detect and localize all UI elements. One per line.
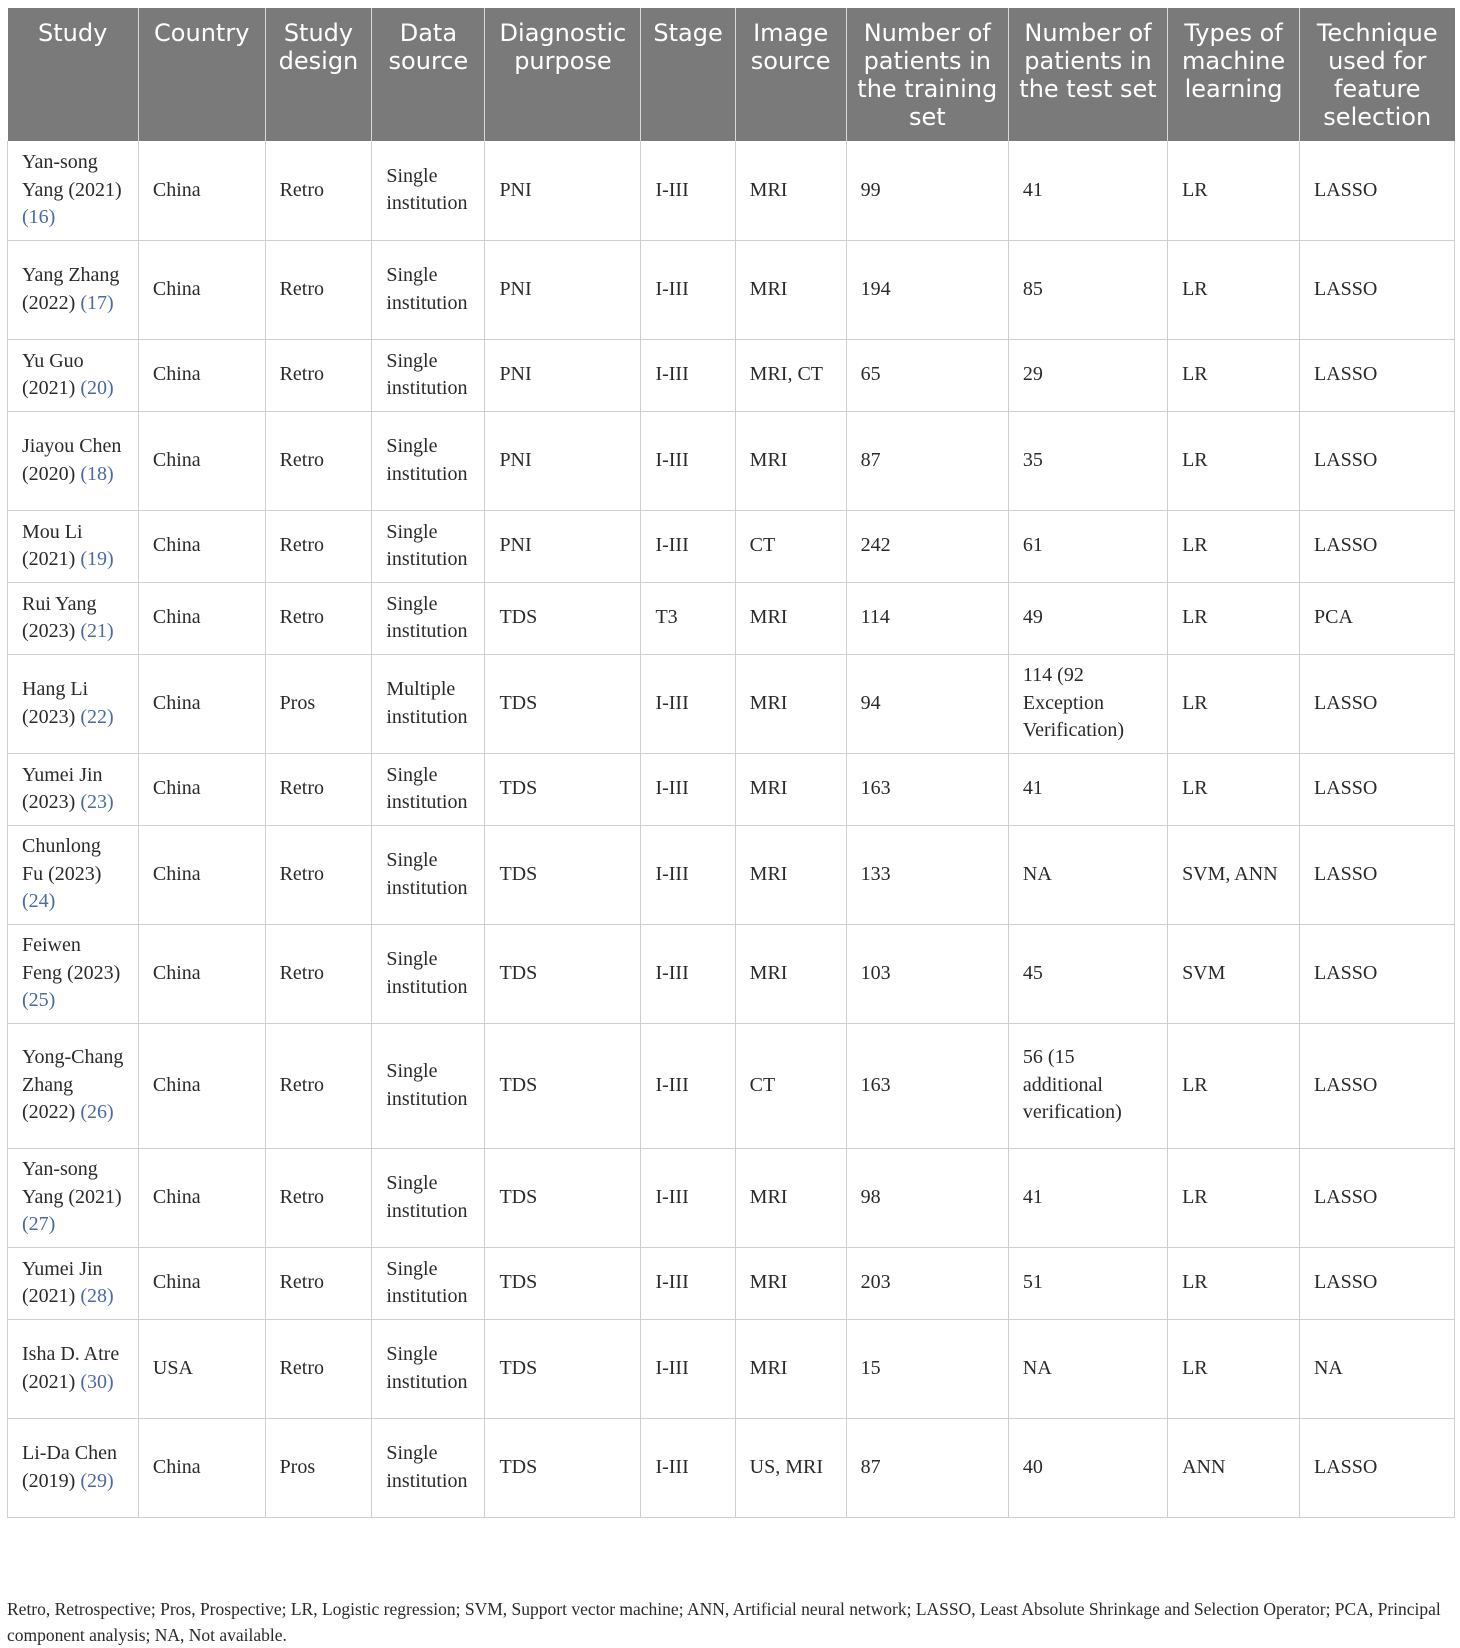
training-set-cell: 87 [846,411,1008,510]
column-header-ml-type: Types of machine learning [1168,8,1300,141]
table-row [8,240,1455,339]
diagnostic-purpose-cell: PNI [485,411,641,510]
table-header-row [8,8,1455,141]
data-source-cell: Single institution [372,825,485,924]
column-header-study-design: Study design [265,8,372,141]
table-row [8,339,1455,411]
image-source-cell: MRI [735,1148,846,1247]
table-body [8,141,1455,1517]
country-cell: China [138,654,265,753]
study-design-cell: Retro [265,141,372,240]
column-header-country: Country [138,8,265,141]
reference-link[interactable]: (25) [22,989,56,1012]
image-source-cell: MRI, CT [735,339,846,411]
image-source-cell: CT [735,510,846,582]
image-source-cell: MRI [735,654,846,753]
diagnostic-purpose-cell: TDS [485,753,641,825]
stage-cell: I-III [641,141,735,240]
stage-cell: I-III [641,753,735,825]
test-set-cell: 29 [1008,339,1167,411]
stage-cell: I-III [641,411,735,510]
study-cell [8,411,139,510]
table-row [8,1319,1455,1418]
test-set-cell: 85 [1008,240,1167,339]
image-source-cell: MRI [735,411,846,510]
study-cell [8,1148,139,1247]
country-cell: China [138,1023,265,1148]
study-author-year: Yan-song Yang (2021) [22,1158,122,1208]
table-row [8,510,1455,582]
stage-cell: I-III [641,1319,735,1418]
study-author-year: Yong-Chang Zhang (2022) [22,1046,124,1124]
reference-link[interactable]: (26) [80,1101,114,1124]
stage-cell: I-III [641,924,735,1023]
image-source-cell: MRI [735,240,846,339]
image-source-cell: US, MRI [735,1418,846,1517]
country-cell: China [138,141,265,240]
study-design-cell: Pros [265,654,372,753]
study-cell [8,924,139,1023]
data-source-cell: Single institution [372,141,485,240]
data-source-cell: Single institution [372,582,485,654]
study-author-year: Jiayou Chen (2020) [22,435,122,485]
ml-type-cell: LR [1168,1247,1300,1319]
feature-selection-cell: LASSO [1299,924,1454,1023]
ml-type-cell: LR [1168,753,1300,825]
data-source-cell: Single institution [372,1247,485,1319]
study-author-year: Chunlong Fu (2023) [22,835,102,885]
image-source-cell: MRI [735,582,846,654]
feature-selection-cell: LASSO [1299,1148,1454,1247]
diagnostic-purpose-cell: TDS [485,1319,641,1418]
feature-selection-cell: LASSO [1299,753,1454,825]
image-source-cell: MRI [735,141,846,240]
image-source-cell: MRI [735,1319,846,1418]
ml-type-cell: LR [1168,1023,1300,1148]
study-cell [8,753,139,825]
test-set-cell: 49 [1008,582,1167,654]
study-design-cell: Retro [265,339,372,411]
stage-cell: I-III [641,1247,735,1319]
feature-selection-cell: LASSO [1299,1023,1454,1148]
data-source-cell: Single institution [372,1148,485,1247]
study-cell [8,1418,139,1517]
study-design-cell: Retro [265,825,372,924]
column-header-training-set: Number of patients in the training set [846,8,1008,141]
country-cell: China [138,240,265,339]
study-cell [8,510,139,582]
study-cell [8,1247,139,1319]
feature-selection-cell: LASSO [1299,411,1454,510]
image-source-cell: MRI [735,1247,846,1319]
training-set-cell: 94 [846,654,1008,753]
study-author-year: Hang Li (2023) [22,678,89,728]
country-cell: China [138,510,265,582]
ml-type-cell: LR [1168,411,1300,510]
ml-type-cell: LR [1168,582,1300,654]
diagnostic-purpose-cell: TDS [485,825,641,924]
table-row [8,753,1455,825]
diagnostic-purpose-cell: PNI [485,510,641,582]
reference-link[interactable]: (28) [80,1285,114,1307]
data-source-cell: Single institution [372,510,485,582]
training-set-cell: 15 [846,1319,1008,1418]
feature-selection-cell: LASSO [1299,654,1454,753]
study-cell [8,654,139,753]
study-author-year: Yang Zhang (2022) [22,264,120,314]
data-source-cell: Single institution [372,1319,485,1418]
diagnostic-purpose-cell: TDS [485,654,641,753]
ml-type-cell: SVM [1168,924,1300,1023]
stage-cell: I-III [641,1148,735,1247]
study-author-year: Mou Li (2021) [22,520,83,570]
table-row [8,1418,1455,1517]
study-author-year: Feiwen Feng (2023) [22,934,121,984]
training-set-cell: 65 [846,339,1008,411]
feature-selection-cell: LASSO [1299,339,1454,411]
ml-type-cell: LR [1168,339,1300,411]
training-set-cell: 163 [846,753,1008,825]
study-cell [8,1319,139,1418]
diagnostic-purpose-cell: TDS [485,582,641,654]
table-row [8,582,1455,654]
feature-selection-cell: LASSO [1299,240,1454,339]
test-set-cell: 61 [1008,510,1167,582]
reference-link[interactable]: (24) [22,890,56,913]
study-design-cell: Retro [265,510,372,582]
data-source-cell: Single institution [372,924,485,1023]
study-cell [8,825,139,924]
study-table-container [7,8,1455,1518]
table-row [8,924,1455,1023]
ml-type-cell: LR [1168,1319,1300,1418]
feature-selection-cell: LASSO [1299,1418,1454,1517]
diagnostic-purpose-cell: TDS [485,1023,641,1148]
image-source-cell: MRI [735,825,846,924]
table-row [8,825,1455,924]
diagnostic-purpose-cell: PNI [485,141,641,240]
test-set-cell: 41 [1008,141,1167,240]
study-design-cell: Retro [265,1247,372,1319]
reference-link[interactable]: (30) [80,1370,114,1393]
study-author-year: Yumei Jin (2021) [22,1257,103,1307]
ml-type-cell: LR [1168,240,1300,339]
table-row [8,1023,1455,1148]
training-set-cell: 99 [846,141,1008,240]
reference-link[interactable]: (22) [80,705,114,728]
reference-link[interactable]: (29) [80,1469,114,1492]
study-design-cell: Retro [265,411,372,510]
reference-link[interactable]: (27) [22,1213,56,1236]
study-design-cell: Retro [265,582,372,654]
stage-cell: I-III [641,240,735,339]
test-set-cell: NA [1008,1319,1167,1418]
table-row [8,1148,1455,1247]
study-design-cell: Retro [265,1023,372,1148]
feature-selection-cell: NA [1299,1319,1454,1418]
training-set-cell: 98 [846,1148,1008,1247]
stage-cell: I-III [641,339,735,411]
data-source-cell: Single institution [372,753,485,825]
data-source-cell: Single institution [372,1023,485,1148]
ml-type-cell: SVM, ANN [1168,825,1300,924]
study-cell [8,1023,139,1148]
country-cell: China [138,825,265,924]
image-source-cell: MRI [735,924,846,1023]
training-set-cell: 203 [846,1247,1008,1319]
ml-type-cell: ANN [1168,1418,1300,1517]
feature-selection-cell: LASSO [1299,141,1454,240]
feature-selection-cell: LASSO [1299,510,1454,582]
country-cell: China [138,753,265,825]
data-source-cell: Multiple institution [372,654,485,753]
country-cell: China [138,411,265,510]
study-design-cell: Retro [265,1148,372,1247]
data-source-cell: Single institution [372,339,485,411]
table-row [8,141,1455,240]
country-cell: China [138,924,265,1023]
study-design-cell: Pros [265,1418,372,1517]
reference-link[interactable]: (21) [80,620,114,642]
test-set-cell: 40 [1008,1418,1167,1517]
study-cell [8,141,139,240]
study-author-year: Yu Guo (2021) [22,349,84,399]
feature-selection-cell: LASSO [1299,1247,1454,1319]
study-design-cell: Retro [265,924,372,1023]
ml-type-cell: LR [1168,654,1300,753]
column-header-data-source: Data source [372,8,485,141]
test-set-cell: 51 [1008,1247,1167,1319]
diagnostic-purpose-cell: TDS [485,1418,641,1517]
reference-link[interactable]: (18) [80,462,114,485]
column-header-study: Study [8,8,139,141]
test-set-cell: 35 [1008,411,1167,510]
stage-cell: I-III [641,510,735,582]
column-header-diagnostic-purpose: Diagnostic purpose [485,8,641,141]
column-header-feature-selection: Technique used for feature selection [1299,8,1454,141]
ml-type-cell: LR [1168,141,1300,240]
diagnostic-purpose-cell: TDS [485,1247,641,1319]
column-header-image-source: Image source [735,8,846,141]
study-design-cell: Retro [265,753,372,825]
training-set-cell: 194 [846,240,1008,339]
study-cell [8,582,139,654]
data-source-cell: Single institution [372,411,485,510]
image-source-cell: MRI [735,753,846,825]
test-set-cell: 45 [1008,924,1167,1023]
training-set-cell: 133 [846,825,1008,924]
reference-link[interactable]: (23) [80,791,114,813]
image-source-cell: CT [735,1023,846,1148]
training-set-cell: 163 [846,1023,1008,1148]
study-cell [8,339,139,411]
country-cell: China [138,1418,265,1517]
country-cell: China [138,1148,265,1247]
table-row [8,1247,1455,1319]
table-footnote: Retro, Retrospective; Pros, Prospective; LR, Logistic regression; SVM, Support vector machine; ANN, Artificial neural network; LASSO, Least Absolute Shrinkage and Selection Operator; PCA, Principal component analysis; NA, Not available. [7,1599,1441,1645]
reference-link[interactable]: (20) [80,377,114,399]
test-set-cell: 114 (92 Exception Verification) [1008,654,1167,753]
stage-cell: I-III [641,654,735,753]
study-author-year: Rui Yang (2023) [22,592,97,642]
training-set-cell: 114 [846,582,1008,654]
stage-cell: I-III [641,825,735,924]
country-cell: USA [138,1319,265,1418]
study-author-year: Isha D. Atre (2021) [22,1343,120,1393]
table-row [8,411,1455,510]
column-header-stage: Stage [641,8,735,141]
training-set-cell: 242 [846,510,1008,582]
diagnostic-purpose-cell: TDS [485,1148,641,1247]
test-set-cell: 41 [1008,1148,1167,1247]
ml-type-cell: LR [1168,510,1300,582]
study-author-year: Li-Da Chen (2019) [22,1442,117,1492]
reference-link[interactable]: (17) [80,291,114,314]
ml-type-cell: LR [1168,1148,1300,1247]
study-characteristics-table [7,8,1455,1518]
diagnostic-purpose-cell: PNI [485,339,641,411]
reference-link[interactable]: (16) [22,206,56,228]
study-cell [8,240,139,339]
column-header-test-set: Number of patients in the test set [1008,8,1167,141]
country-cell: China [138,1247,265,1319]
country-cell: China [138,582,265,654]
test-set-cell: 41 [1008,753,1167,825]
data-source-cell: Single institution [372,240,485,339]
test-set-cell: NA [1008,825,1167,924]
reference-link[interactable]: (19) [80,548,114,570]
training-set-cell: 103 [846,924,1008,1023]
feature-selection-cell: LASSO [1299,825,1454,924]
data-source-cell: Single institution [372,1418,485,1517]
study-design-cell: Retro [265,1319,372,1418]
diagnostic-purpose-cell: PNI [485,240,641,339]
training-set-cell: 87 [846,1418,1008,1517]
study-author-year: Yan-song Yang (2021) [22,151,122,201]
table-row [8,654,1455,753]
country-cell: China [138,339,265,411]
feature-selection-cell: PCA [1299,582,1454,654]
study-design-cell: Retro [265,240,372,339]
test-set-cell: 56 (15 additional verification) [1008,1023,1167,1148]
stage-cell: T3 [641,582,735,654]
study-author-year: Yumei Jin (2023) [22,763,103,813]
stage-cell: I-III [641,1418,735,1517]
diagnostic-purpose-cell: TDS [485,924,641,1023]
stage-cell: I-III [641,1023,735,1148]
